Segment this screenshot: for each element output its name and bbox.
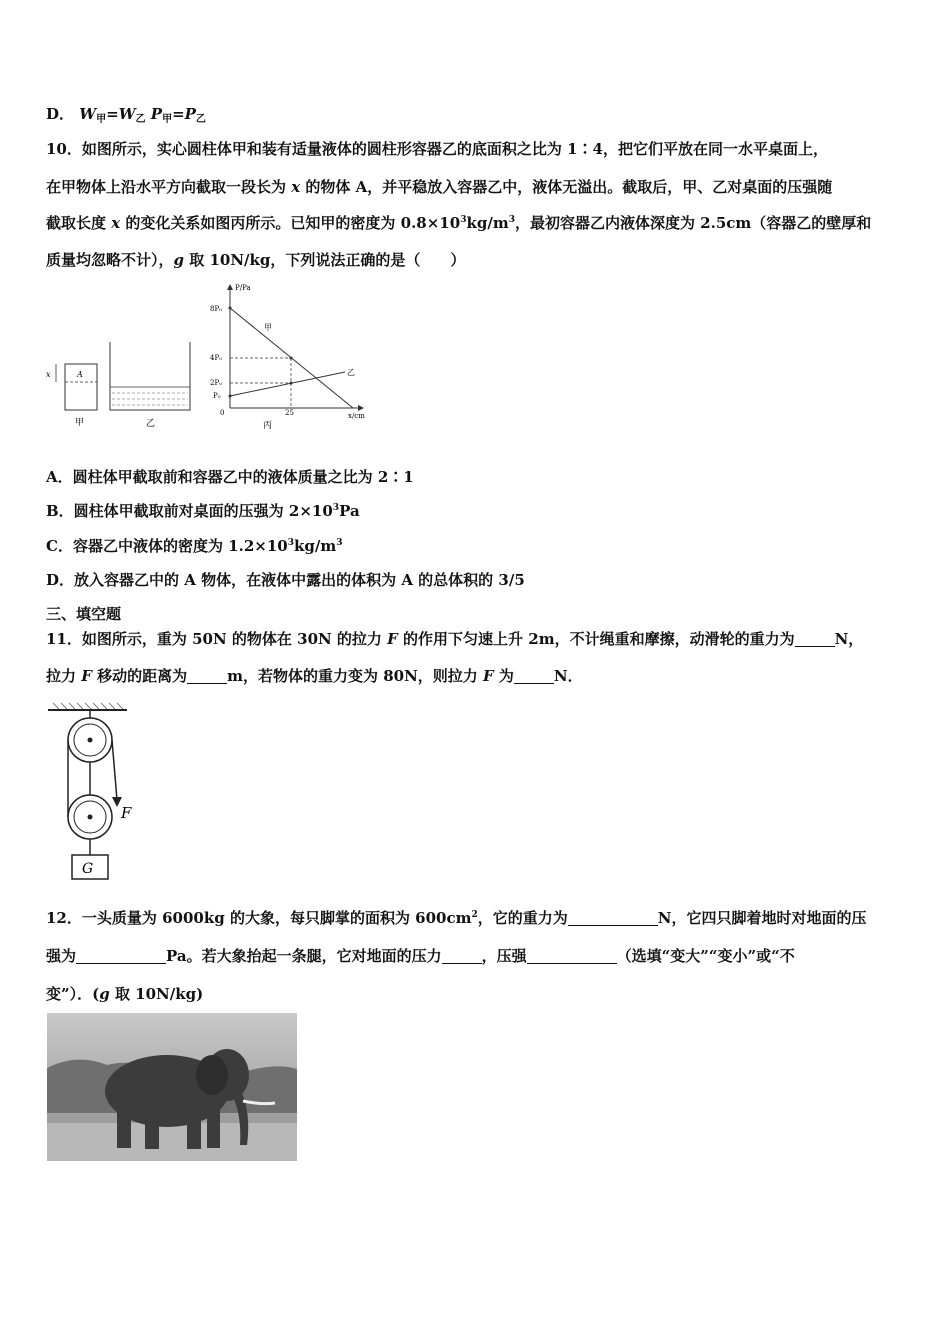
tick-p0: P₀ [213,392,221,400]
tick-4p0: 4P₀ [210,354,222,362]
q11-blank-1[interactable] [795,632,835,647]
a-mark: A [77,370,83,379]
graph-bing [210,284,365,431]
tick-25: 25 [285,409,294,417]
container-yi [110,342,190,429]
jia-caption: 甲 [75,418,85,428]
q12-blank-3[interactable] [442,949,482,964]
q10-line-3: 截取长度 x 的变化关系如图丙所示。已知甲的密度为 $0.8\times 10^3kg/m^3$，最初容器乙内液体深度为 2.5cm（容器乙的壁厚和 [46,214,872,232]
line-jia-label: 甲 [264,323,272,332]
tick-2p0: 2P₀ [210,379,222,387]
tick-8p0: 8P₀ [210,305,222,313]
q11-blank-3[interactable] [514,669,554,684]
tick-0: 0 [220,409,225,417]
q10-option-a: A．圆柱体甲截取前和容器乙中的液体质量之比为 2∶1 [46,468,414,486]
q11-line-2: 拉力 F 移动的距离为 m，若物体的重力变为 80N，则拉力 F 为 N． [46,667,583,685]
section-title: 三、填空题 [46,605,122,623]
q12-blank-1[interactable] [568,911,658,926]
y-axis-label: P/Pa [235,284,251,292]
q9-option-d: D． $W_甲=W_乙$ $P_甲=P_乙$ [46,105,206,125]
yi-caption: 乙 [146,419,156,429]
q10-line-1: 10．如图所示，实心圆柱体甲和装有适量液体的圆柱形容器乙的底面积之比为 1∶4，把它们平放在同一水平桌面上， [46,140,828,158]
q10-figure [40,280,380,440]
q10-line-4: 质量均忽略不计），g 取 10N/kg，下列说法正确的是（ ） [46,251,466,269]
q11-line-1: 11．如图所示，重为 50N 的物体在 30N 的拉力 F 的作用下匀速上升 2m，不计绳重和摩擦，动滑轮的重力为 N， [46,630,864,648]
elephant-photo [47,1013,297,1161]
q10-option-b: B．圆柱体甲截取前对桌面的压强为 $2\times 10^3Pa$ [46,502,360,520]
bing-caption: 丙 [263,421,273,431]
line-yi-label: 乙 [347,368,355,377]
q12-line-2: 强为 Pa。若大象抬起一条腿，它对地面的压力 ，压强 （选填“变大”“变小”或“不 [46,947,795,965]
cylinder-jia [46,364,97,428]
q11-blank-2[interactable] [187,669,227,684]
g-label: G [82,861,94,877]
q10-line-2: 在甲物体上沿水平方向截取一段长为 x 的物体 A，并平稳放入容器乙中，液体无溢出。截取后，甲、乙对桌面的压强随 [46,178,833,196]
pulley-figure [45,700,145,885]
q10-option-d: D．放入容器乙中的 A 物体，在液体中露出的体积为 A 的总体积的 3/5 [46,571,525,589]
q12-blank-4[interactable] [527,949,617,964]
line-yi [230,372,345,396]
x-mark: x [46,370,51,379]
f-label: F [121,804,132,822]
q12-blank-2[interactable] [76,949,166,964]
q12-line-3: 变”）．(g 取 10N/kg) [46,985,204,1003]
q12-line-1: 12．一头质量为 6000kg 的大象，每只脚掌的面积为 $600cm^2$，它的重力为 N，它四只脚着地时对地面的压 [46,909,867,927]
q10-option-c: C．容器乙中液体的密度为 $1.2\times 10^3kg/m^3$ [46,537,343,555]
x-axis-label: x/cm [348,412,365,420]
